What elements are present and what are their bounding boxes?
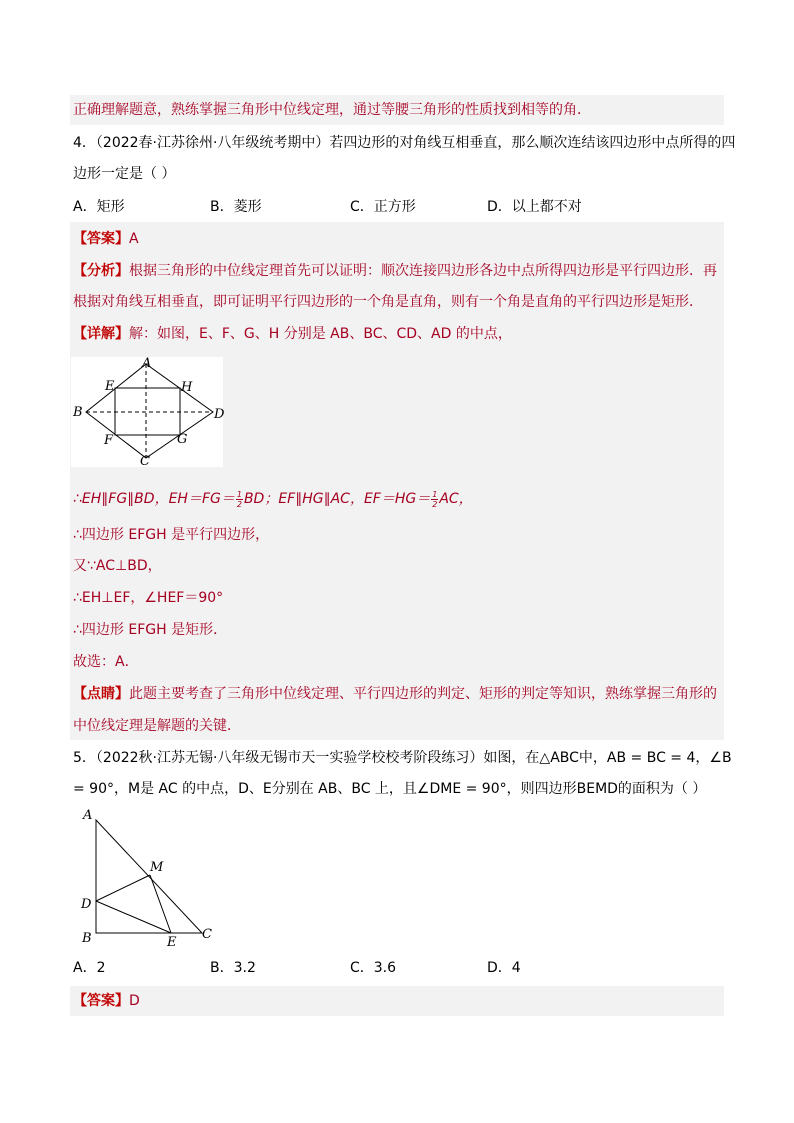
label-B: B: [82, 931, 92, 946]
q4-quadrilateral-figure: [71, 357, 223, 467]
q4-step3: 又∵AC⊥BD，: [73, 558, 162, 574]
comment-text-1: 此题主要考查了三角形中位线定理、平行四边形的判定、矩形的判定等知识，熟练掌握三角形的: [129, 686, 717, 702]
label-A: A: [142, 356, 152, 371]
q4-stem-line2: 边形一定是（ ）: [73, 166, 176, 182]
q4-analysis-line1: [73, 261, 717, 281]
label-C: C: [202, 927, 212, 942]
fraction-half-2: $\frac{1}{2}$: [432, 489, 438, 509]
q5-option-d: D．4: [487, 960, 521, 976]
q5-option-b: B．3.2: [210, 960, 256, 976]
step1-part-b: BD；EF∥HG∥AC，EF＝HG＝: [243, 491, 431, 507]
q4-stem-line1: 4．（2022春·江苏徐州·八年级统考期中）若四边形的对角线互相垂直，那么顺次连结该四边形中点所得的四: [73, 135, 736, 151]
detail-intro-text: 解：如图，E、F、G、H 分别是 AB、BC、CD、AD 的中点，: [129, 326, 512, 342]
q5-triangle-figure: [74, 805, 224, 955]
label-D: D: [214, 407, 225, 422]
q5-answer-shade: [70, 986, 724, 1016]
q4-option-b: B．菱形: [210, 199, 262, 215]
q4-option-d: D．以上都不对: [487, 199, 582, 215]
q4-step1: [73, 489, 473, 509]
q4-step5: ∴四边形 EFGH 是矩形．: [73, 622, 228, 638]
label-B: B: [73, 405, 83, 420]
answer-value: D: [129, 993, 140, 1009]
step1-part-c: AC，: [439, 491, 473, 507]
label-C: C: [140, 454, 150, 469]
q4-comment-line2: 中位线定理是解题的关键．: [73, 718, 241, 734]
analysis-tag: 【分析】: [73, 263, 129, 279]
fraction-half-1: $\frac{1}{2}$: [236, 489, 242, 509]
q4-step4: ∴EH⊥EF，∠HEF＝90°: [73, 590, 224, 606]
answer-value: A: [129, 231, 139, 247]
q4-analysis-line2: 根据对角线互相垂直，即可证明平行四边形的一个角是直角，则有一个角是直角的平行四边形是矩形．: [73, 294, 703, 310]
answer-tag: 【答案】: [73, 231, 129, 247]
q4-detail-intro: [73, 324, 512, 344]
comment-tag: 【点睛】: [73, 686, 129, 702]
q4-option-a: A．矩形: [73, 199, 125, 215]
q5-option-c: C．3.6: [350, 960, 397, 976]
step1-part-a: ∴EH∥FG∥BD，EH＝FG＝: [73, 491, 235, 507]
label-H: H: [181, 380, 193, 395]
label-D: D: [81, 897, 92, 912]
label-A: A: [83, 808, 93, 823]
q5-answer: [73, 991, 140, 1011]
answer-tag: 【答案】: [73, 993, 129, 1009]
label-M: M: [150, 860, 164, 875]
label-E: E: [105, 379, 115, 394]
q4-comment-line1: [73, 684, 717, 704]
label-E: E: [167, 935, 177, 950]
q4-answer: [73, 229, 139, 249]
q4-choose: 故选：A．: [73, 654, 139, 670]
q4-option-c: C．正方形: [350, 199, 416, 215]
prev-conclusion: 正确理解题意，熟练掌握三角形中位线定理，通过等腰三角形的性质找到相等的角．: [73, 102, 591, 118]
label-G: G: [177, 432, 188, 447]
q5-stem-line1: 5．（2022秋·江苏无锡·八年级无锡市天一实验学校校考阶段练习）如图，在△ABC中，AB = BC = 4，∠B: [73, 750, 732, 766]
q4-step2: ∴四边形 EFGH 是平行四边形，: [73, 527, 270, 543]
q5-stem-line2: = 90°，M是 AC 的中点，D、E分别在 AB、BC 上，且∠DME = 90°，则四边形BEMD的面积为（ ）: [73, 781, 707, 797]
analysis-text-1: 根据三角形的中位线定理首先可以证明：顺次连接四边形各边中点所得四边形是平行四边形．再: [129, 263, 717, 279]
detail-tag: 【详解】: [73, 326, 129, 342]
label-F: F: [104, 433, 114, 448]
q5-option-a: A．2: [73, 960, 106, 976]
